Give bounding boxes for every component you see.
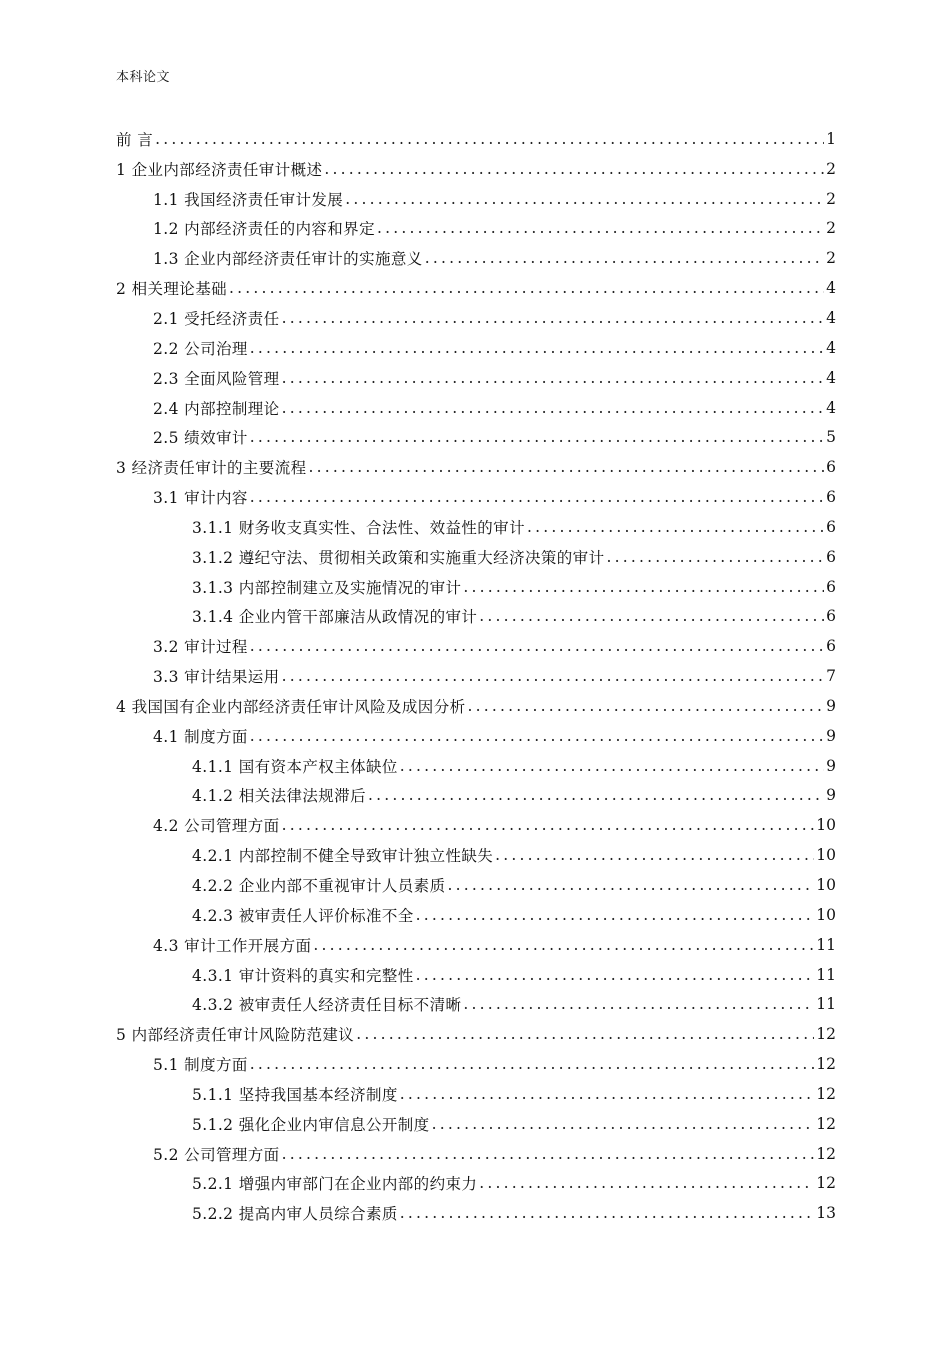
toc-dot-leader bbox=[606, 548, 824, 566]
toc-entry[interactable] bbox=[116, 870, 836, 900]
toc-entry-title: 5 内部经济责任审计风险防范建议 bbox=[116, 1026, 355, 1045]
toc-entry[interactable] bbox=[116, 1139, 836, 1169]
toc-page-number: 11 bbox=[816, 965, 836, 984]
toc-page-number: 6 bbox=[826, 488, 836, 507]
toc-dot-leader bbox=[416, 966, 815, 984]
toc-dot-leader bbox=[495, 846, 814, 864]
toc-entry[interactable] bbox=[116, 243, 836, 273]
toc-page-number: 7 bbox=[826, 667, 836, 686]
toc-entry[interactable] bbox=[116, 1049, 836, 1079]
toc-entry[interactable] bbox=[116, 781, 836, 811]
toc-entry[interactable] bbox=[116, 602, 836, 632]
toc-page-number: 12 bbox=[816, 1055, 836, 1074]
toc-dot-leader bbox=[324, 160, 824, 178]
toc-page-number: 6 bbox=[826, 637, 836, 656]
toc-entry-title: 1.3 企业内部经济责任审计的实施意义 bbox=[153, 250, 423, 269]
toc-dot-leader bbox=[463, 995, 814, 1013]
toc-entry-title: 3.3 审计结果运用 bbox=[153, 668, 280, 687]
toc-entry-title: 1.2 内部经济责任的内容和界定 bbox=[153, 220, 375, 239]
toc-page-number: 10 bbox=[816, 876, 836, 895]
toc-entry-title: 5.1.1 坚持我国基本经济制度 bbox=[192, 1085, 398, 1104]
toc-dot-leader bbox=[463, 578, 824, 596]
toc-dot-leader bbox=[313, 936, 814, 954]
toc-entry[interactable] bbox=[116, 393, 836, 423]
toc-entry-title: 5.2.2 提高内审人员综合素质 bbox=[192, 1205, 398, 1224]
toc-entry[interactable] bbox=[116, 1169, 836, 1199]
toc-page-number: 12 bbox=[816, 1174, 836, 1193]
toc-page-number: 6 bbox=[826, 607, 836, 626]
toc-dot-leader bbox=[250, 488, 824, 506]
page-header: 本科论文 bbox=[116, 70, 171, 85]
toc-dot-leader bbox=[356, 1025, 814, 1043]
toc-page-number: 10 bbox=[816, 816, 836, 835]
toc-entry-title: 3.2 审计过程 bbox=[153, 638, 248, 657]
toc-dot-leader bbox=[479, 607, 824, 625]
toc-entry[interactable] bbox=[116, 214, 836, 244]
toc-entry[interactable] bbox=[116, 542, 836, 572]
toc-dot-leader bbox=[155, 130, 824, 148]
toc-page-number: 11 bbox=[816, 995, 836, 1014]
toc-dot-leader bbox=[400, 757, 824, 775]
toc-entry[interactable] bbox=[116, 900, 836, 930]
toc-dot-leader bbox=[432, 1115, 815, 1133]
toc-entry-title: 5.2 公司管理方面 bbox=[153, 1145, 280, 1164]
toc-page-number: 4 bbox=[826, 308, 836, 327]
toc-page-number: 4 bbox=[826, 398, 836, 417]
toc-entry-title: 4.1.2 相关法律法规滞后 bbox=[192, 787, 366, 806]
toc-entry[interactable] bbox=[116, 1198, 836, 1228]
toc-entry[interactable] bbox=[116, 333, 836, 363]
toc-dot-leader bbox=[229, 279, 824, 297]
toc-entry-title: 5.1 制度方面 bbox=[153, 1056, 248, 1075]
toc-entry-title: 4.3.2 被审责任人经济责任目标不清晰 bbox=[192, 996, 462, 1015]
toc-entry[interactable] bbox=[116, 124, 836, 154]
toc-page-number: 11 bbox=[816, 935, 836, 954]
toc-entry-title: 3.1.3 内部控制建立及实施情况的审计 bbox=[192, 578, 462, 597]
toc-page-number: 9 bbox=[826, 696, 836, 715]
toc-dot-leader bbox=[282, 667, 825, 685]
toc-entry-title: 4.3 审计工作开展方面 bbox=[153, 936, 312, 955]
toc-dot-leader bbox=[282, 399, 825, 417]
toc-dot-leader bbox=[468, 697, 825, 715]
toc-entry[interactable] bbox=[116, 631, 836, 661]
toc-entry[interactable] bbox=[116, 661, 836, 691]
toc-entry[interactable] bbox=[116, 482, 836, 512]
toc-page-number: 6 bbox=[826, 517, 836, 536]
toc-entry[interactable] bbox=[116, 422, 836, 452]
toc-page-number: 9 bbox=[826, 756, 836, 775]
toc-entry[interactable] bbox=[116, 960, 836, 990]
toc-dot-leader bbox=[400, 1204, 814, 1222]
toc-page-number: 12 bbox=[816, 1144, 836, 1163]
toc-entry-title: 3.1.1 财务收支真实性、合法性、效益性的审计 bbox=[192, 518, 525, 537]
toc-entry-title: 2.4 内部控制理论 bbox=[153, 399, 280, 418]
toc-entry[interactable] bbox=[116, 810, 836, 840]
toc-page-number: 13 bbox=[816, 1204, 836, 1223]
toc-page-number: 6 bbox=[826, 577, 836, 596]
toc-entry[interactable] bbox=[116, 512, 836, 542]
toc-entry-title: 4.1.1 国有资本产权主体缺位 bbox=[192, 757, 398, 776]
toc-entry[interactable] bbox=[116, 363, 836, 393]
toc-page-number: 9 bbox=[826, 726, 836, 745]
toc-entry-title: 2 相关理论基础 bbox=[116, 280, 227, 299]
toc-dot-leader bbox=[377, 219, 824, 237]
toc-page-number: 2 bbox=[826, 219, 836, 238]
toc-entry[interactable] bbox=[116, 154, 836, 184]
toc-page-number: 10 bbox=[816, 846, 836, 865]
toc-dot-leader bbox=[416, 906, 815, 924]
toc-entry-title: 4.3.1 审计资料的真实和完整性 bbox=[192, 966, 414, 985]
toc-page-number: 4 bbox=[826, 279, 836, 298]
toc-entry[interactable] bbox=[116, 1109, 836, 1139]
toc-entry-title: 3.1.4 企业内管干部廉洁从政情况的审计 bbox=[192, 608, 478, 627]
toc-dot-leader bbox=[250, 727, 824, 745]
toc-entry-title: 1.1 我国经济责任审计发展 bbox=[153, 190, 344, 209]
toc-entry[interactable] bbox=[116, 1079, 836, 1109]
toc-entry-title: 4 我国国有企业内部经济责任审计风险及成因分析 bbox=[116, 697, 466, 716]
toc-dot-leader bbox=[282, 1145, 815, 1163]
toc-entry[interactable] bbox=[116, 930, 836, 960]
toc-entry-title: 4.2.2 企业内部不重视审计人员素质 bbox=[192, 877, 446, 896]
toc-entry-title: 前 言 bbox=[116, 130, 154, 149]
toc-entry-title: 5.2.1 增强内审部门在企业内部的约束力 bbox=[192, 1175, 478, 1194]
toc-page-number: 10 bbox=[816, 905, 836, 924]
table-of-contents bbox=[116, 124, 836, 1228]
toc-entry-title: 4.2.1 内部控制不健全导致审计独立性缺失 bbox=[192, 847, 494, 866]
toc-entry[interactable] bbox=[116, 1019, 836, 1049]
toc-entry-title: 4.2.3 被审责任人评价标准不全 bbox=[192, 906, 414, 925]
toc-entry[interactable] bbox=[116, 273, 836, 303]
toc-dot-leader bbox=[250, 339, 824, 357]
toc-page-number: 12 bbox=[816, 1084, 836, 1103]
toc-entry-title: 2.3 全面风险管理 bbox=[153, 369, 280, 388]
toc-entry[interactable] bbox=[116, 840, 836, 870]
toc-page-number: 4 bbox=[826, 368, 836, 387]
toc-entry-title: 4.2 公司管理方面 bbox=[153, 817, 280, 836]
toc-dot-leader bbox=[345, 190, 824, 208]
toc-page-number: 9 bbox=[826, 786, 836, 805]
toc-entry-title: 4.1 制度方面 bbox=[153, 727, 248, 746]
toc-page-number: 2 bbox=[826, 159, 836, 178]
toc-dot-leader bbox=[309, 458, 825, 476]
toc-dot-leader bbox=[425, 249, 824, 267]
toc-page-number: 2 bbox=[826, 249, 836, 268]
toc-entry-title: 2.2 公司治理 bbox=[153, 339, 248, 358]
toc-dot-leader bbox=[250, 637, 824, 655]
toc-entry[interactable] bbox=[116, 989, 836, 1019]
toc-page-number: 2 bbox=[826, 189, 836, 208]
toc-entry-title: 2.1 受托经济责任 bbox=[153, 309, 280, 328]
toc-entry-title: 3.1.2 遵纪守法、贯彻相关政策和实施重大经济决策的审计 bbox=[192, 548, 605, 567]
toc-dot-leader bbox=[282, 816, 815, 834]
toc-entry[interactable] bbox=[116, 721, 836, 751]
toc-dot-leader bbox=[479, 1174, 814, 1192]
toc-dot-leader bbox=[400, 1085, 814, 1103]
toc-page-number: 12 bbox=[816, 1114, 836, 1133]
toc-page-number: 4 bbox=[826, 338, 836, 357]
toc-entry[interactable] bbox=[116, 572, 836, 602]
toc-entry[interactable] bbox=[116, 452, 836, 482]
toc-dot-leader bbox=[250, 428, 824, 446]
toc-dot-leader bbox=[447, 876, 814, 894]
toc-dot-leader bbox=[368, 786, 824, 804]
toc-entry-title: 3.1 审计内容 bbox=[153, 489, 248, 508]
toc-page-number: 1 bbox=[826, 129, 836, 148]
toc-page-number: 12 bbox=[816, 1025, 836, 1044]
toc-entry-title: 2.5 绩效审计 bbox=[153, 429, 248, 448]
toc-dot-leader bbox=[282, 369, 825, 387]
toc-entry[interactable] bbox=[116, 751, 836, 781]
toc-page-number: 6 bbox=[826, 547, 836, 566]
toc-dot-leader bbox=[250, 1055, 814, 1073]
toc-page-number: 6 bbox=[826, 458, 836, 477]
toc-entry[interactable] bbox=[116, 691, 836, 721]
toc-dot-leader bbox=[282, 309, 825, 327]
toc-entry-title: 1 企业内部经济责任审计概述 bbox=[116, 160, 323, 179]
toc-page-number: 5 bbox=[826, 428, 836, 447]
toc-entry-title: 3 经济责任审计的主要流程 bbox=[116, 459, 307, 478]
toc-entry[interactable] bbox=[116, 303, 836, 333]
toc-entry[interactable] bbox=[116, 184, 836, 214]
toc-dot-leader bbox=[527, 518, 824, 536]
toc-entry-title: 5.1.2 强化企业内审信息公开制度 bbox=[192, 1115, 430, 1134]
